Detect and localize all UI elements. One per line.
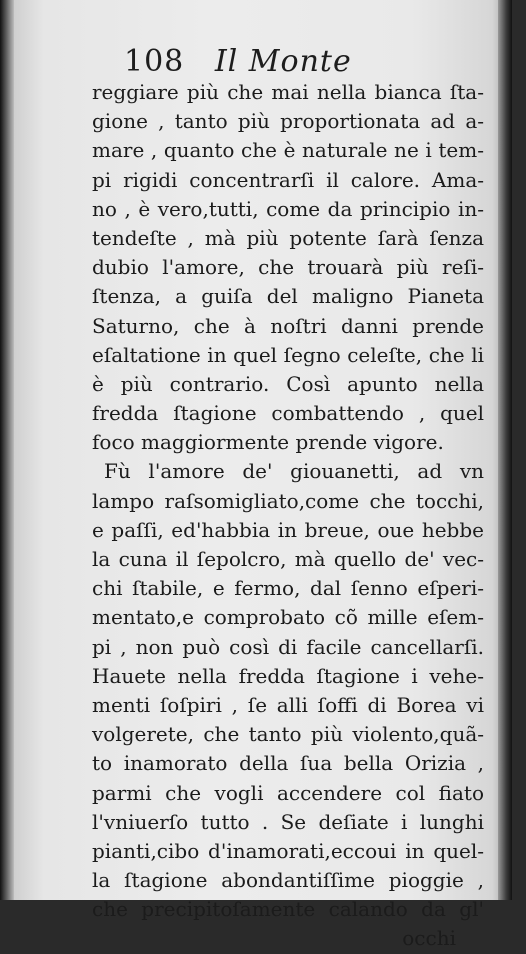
catchword: occhi — [402, 926, 456, 951]
text-line: mentato,e comprobato cõ mille eſem- — [92, 605, 484, 630]
text-line: fredda ſtagione combattendo , quel — [92, 401, 484, 426]
text-line: volgerete, che tanto più violento,quã- — [92, 722, 484, 747]
text-line: dubio l'amore, che trouarà più reſi- — [92, 255, 484, 280]
text-line: to inamorato della ſua bella Orizia , — [92, 751, 484, 776]
book-page — [14, 0, 512, 951]
text-line: eſaltatione in quel ſegno celeſte, che li — [92, 342, 484, 367]
page-number: 108 — [124, 44, 185, 79]
text-line: chi ſtabile, e fermo, dal ſenno eſperi- — [92, 576, 484, 601]
body-text — [92, 78, 484, 954]
text-line: pi , non può così di facile cancellarſi. — [92, 634, 484, 659]
text-line: la cuna il ſepolcro, mà quello de' vec- — [92, 547, 484, 571]
text-line: gione , tanto più proportionata ad a- — [92, 109, 484, 134]
text-line: pianti,cibo d'inamorati,eccoui in quel- — [92, 838, 484, 863]
text-line: e paſſi, ed'habbia in breue, oue hebbe — [92, 517, 484, 542]
text-line: Fù l'amore de' giouanetti, ad vn — [104, 459, 484, 484]
text-line: menti ſoſpiri , ſe alli ſoffi di Borea vi — [92, 692, 484, 717]
text-line: Hauete nella fredda ſtagione i vehe- — [92, 663, 484, 688]
text-line: Saturno, che à noſtri danni prende — [92, 313, 484, 338]
text-line: lampo raſsomigliato,come che tocchi, — [92, 488, 484, 513]
text-line: che precipitoſamente calando da gl' — [92, 897, 484, 922]
text-line: no , è vero,tutti, come da principio in- — [92, 196, 484, 221]
text-line: è più contrario. Così apunto nella — [92, 371, 484, 396]
text-line: la ſtagione abondantiſſime pioggie , — [92, 868, 484, 893]
running-title: Il Monte — [214, 44, 352, 79]
text-line: foco maggiormente prende vigore. — [92, 430, 444, 455]
text-line: tendeſte , mà più potente ſarà ſenza — [92, 225, 484, 250]
text-line: reggiare più che mai nella bianca ſta- — [92, 80, 484, 104]
page-edge-shadow — [498, 0, 512, 900]
book-gutter-shadow — [0, 0, 14, 900]
text-line: pi rigidi concentrarſi il calore. Ama- — [92, 167, 484, 192]
text-line: l'vniuerſo tutto . Se deſiate i lunghi — [92, 809, 484, 834]
text-line: ſtenza, a guiſa del maligno Pianeta — [92, 284, 484, 309]
text-line: mare , quanto che è naturale ne i tem- — [92, 138, 484, 163]
page-header — [124, 44, 352, 79]
text-line: parmi che vogli accendere col fiato — [92, 780, 484, 805]
